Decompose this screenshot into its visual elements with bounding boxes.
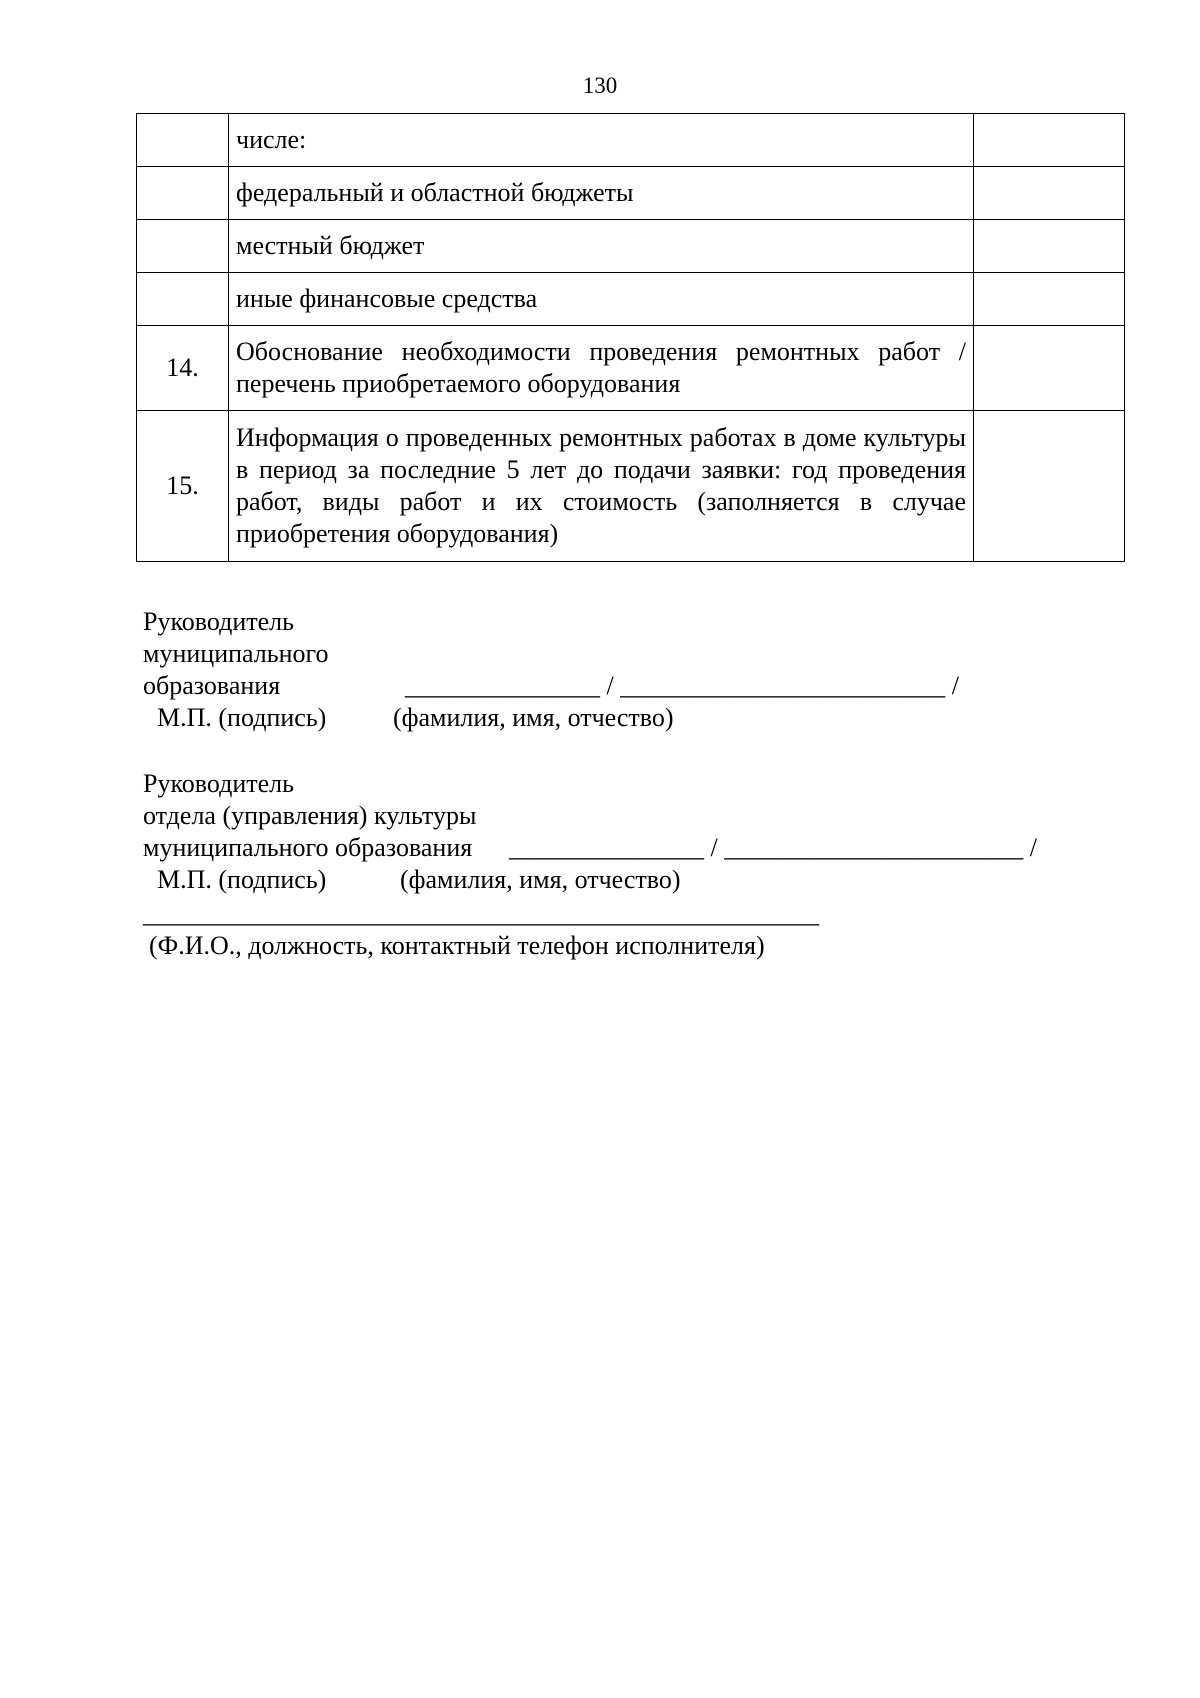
row-description-cell: иные финансовые средства: [229, 273, 974, 326]
signatory-title-line: отдела (управления) культуры: [143, 801, 477, 830]
stamp-signature-caption: М.П. (подпись): [157, 703, 327, 732]
signatory-title-line: муниципального: [143, 639, 329, 668]
row-description-cell: Обоснование необходимости проведения ремонтных работ / перечень приобретаемого оборудования: [229, 326, 974, 411]
table-row: [137, 273, 1125, 326]
row-description-cell: Информация о проведенных ремонтных работах в доме культуры в период за последние 5 лет до подачи заявки: год проведения работ, виды работ и их стоимость (заполняется в случае приобретения оборудования): [229, 411, 974, 562]
row-value-cell[interactable]: [974, 273, 1125, 326]
table-row: [137, 411, 1125, 562]
signature-blank-fields[interactable]: _______________ / _______________________ /: [509, 833, 1037, 862]
page-number: 130: [582, 73, 618, 98]
signatory-title-line: образования: [143, 671, 281, 700]
row-value-cell[interactable]: [974, 167, 1125, 220]
row-description-cell: местный бюджет: [229, 220, 974, 273]
signature-blank-fields[interactable]: _______________ / _________________________ /: [405, 671, 959, 700]
row-number-cell: [137, 273, 229, 326]
row-value-cell[interactable]: [974, 326, 1125, 411]
table-row: [137, 326, 1125, 411]
row-value-cell[interactable]: [974, 114, 1125, 167]
row-number-cell: [137, 114, 229, 167]
executor-caption: (Ф.И.О., должность, контактный телефон исполнителя): [149, 931, 765, 960]
row-number-cell: 15.: [137, 411, 229, 562]
culture-dept-head-signature-block: [143, 768, 1037, 896]
application-form-table: [136, 113, 1125, 562]
row-value-cell[interactable]: [974, 220, 1125, 273]
row-number-cell: [137, 220, 229, 273]
municipal-head-signature-block: [143, 606, 959, 734]
row-number-cell: 14.: [137, 326, 229, 411]
stamp-signature-caption: М.П. (подпись): [157, 865, 327, 894]
table-row: [137, 114, 1125, 167]
signatory-title-line: Руководитель: [143, 769, 294, 798]
signatory-title-line: муниципального образования: [143, 833, 473, 862]
full-name-caption: (фамилия, имя, отчество): [393, 703, 674, 732]
row-description-cell: числе:: [229, 114, 974, 167]
table-row: [137, 167, 1125, 220]
row-number-cell: [137, 167, 229, 220]
executor-block: [143, 898, 819, 962]
executor-blank-line[interactable]: ____________________________________________________: [143, 899, 819, 928]
full-name-caption: (фамилия, имя, отчество): [400, 865, 681, 894]
table-row: [137, 220, 1125, 273]
row-description-cell: федеральный и областной бюджеты: [229, 167, 974, 220]
row-value-cell[interactable]: [974, 411, 1125, 562]
signatory-title-line: Руководитель: [143, 607, 294, 636]
